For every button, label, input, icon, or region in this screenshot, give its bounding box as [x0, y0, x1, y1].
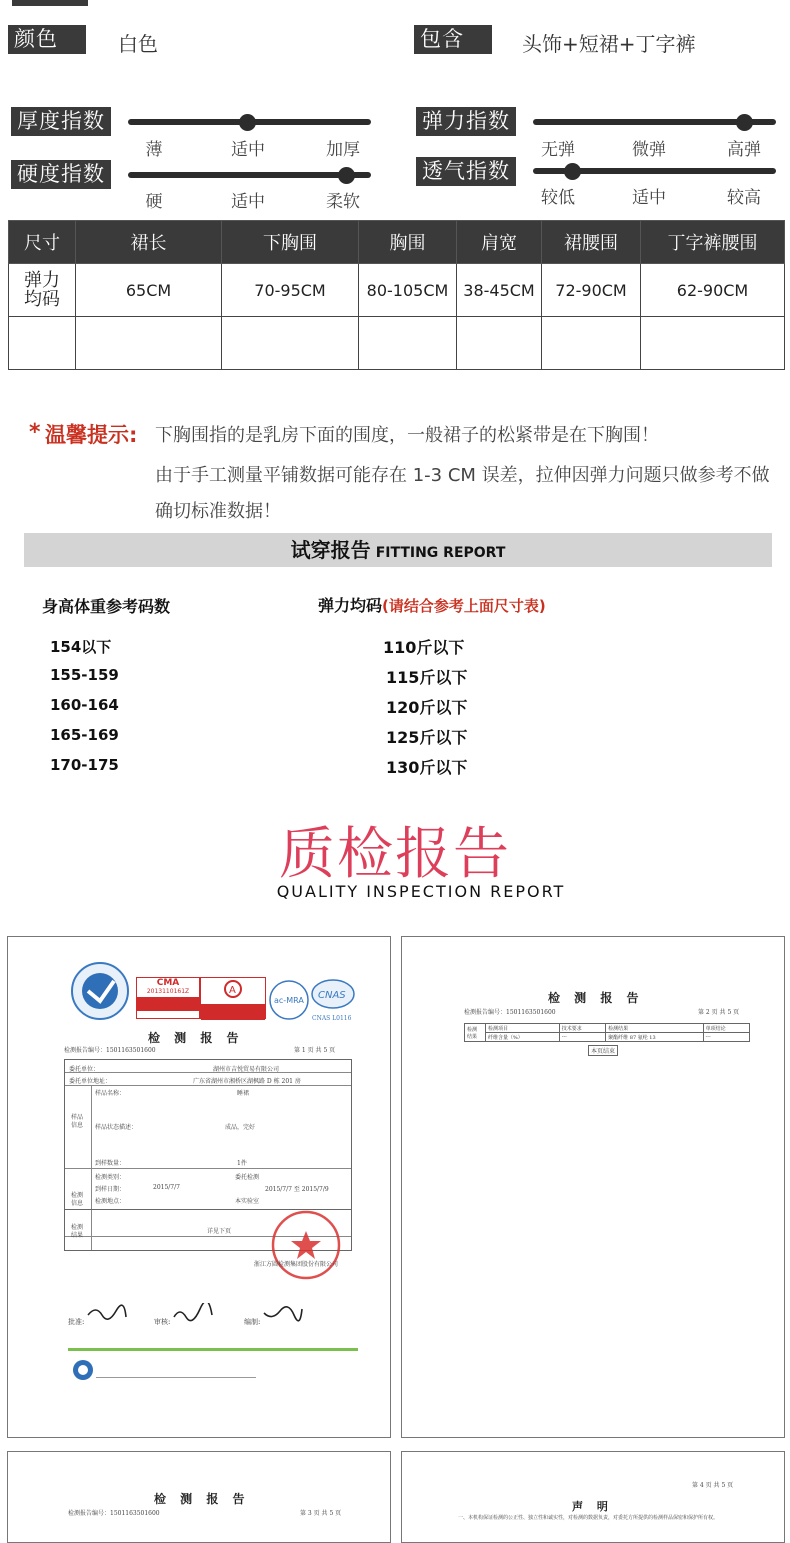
table-row: [9, 317, 785, 370]
cell-requirement: ---: [559, 1033, 605, 1042]
issuing-company: 浙江方圆检测集团股份有限公司: [254, 1261, 339, 1268]
breathability-tick-2: 适中: [632, 188, 666, 208]
fitting-weight-2: 115斤以下: [386, 668, 468, 687]
conclusion-text: 详见下页: [207, 1228, 232, 1235]
cnas-number: CNAS L0116: [312, 1015, 352, 1022]
thickness-tick-3: 加厚: [326, 140, 360, 160]
page-number: 第 3 页 共 5 页: [300, 1510, 342, 1517]
hardness-tick-3: 柔软: [326, 192, 360, 212]
empty-cell: [9, 317, 76, 370]
cnas-logo-icon: [310, 977, 356, 1011]
empty-cell: [457, 317, 542, 370]
elasticity-knob: [736, 114, 753, 131]
cma-badge: [136, 977, 200, 1019]
cell-thong-waist: 62-90CM: [641, 264, 785, 317]
header-thong-waist: 丁字裤腰围: [641, 221, 785, 264]
report-form: 委托单位： 湖州市吉悦贸易有限公司 委托单位地址： 广东省湖州市湘桥区湖枫路 D 栋 201 房 样品 信息 样品名称： 睡裙 样品状态描述： 成品，完好 到样数量： 1件 检测 信息 检测类别： 委托检测 到样日期： 2015/7/7 2015/7/7 至 2015/7/9 检测地点： 本实验室: [64, 1059, 352, 1251]
fitting-col2-header: [318, 593, 546, 616]
qc-title-cn: 质检报告: [279, 822, 511, 887]
report-title: 检 测 报 告: [148, 1031, 244, 1045]
fangyuan-logo-icon: [70, 961, 130, 1021]
page-number: 第 4 页 共 5 页: [692, 1482, 734, 1489]
header-size: 尺寸: [9, 221, 76, 264]
statement-title: 声 明: [572, 1500, 613, 1513]
fitting-weight-5: 130斤以下: [386, 758, 468, 777]
size-table: [8, 220, 785, 370]
fitting-title-en: FITTING REPORT: [375, 545, 506, 561]
footer-logo-icon: [72, 1359, 94, 1381]
thickness-tick-2: 适中: [231, 140, 265, 160]
empty-cell: [542, 317, 641, 370]
client-name: 湖州市吉悦贸易有限公司: [213, 1066, 280, 1073]
cell-skirt-length: 65CM: [76, 264, 222, 317]
header-skirt-length: 裙长: [76, 221, 222, 264]
fitting-weight-1: 110斤以下: [383, 638, 465, 657]
breathability-label: 透气指数: [416, 157, 516, 186]
tips-star: *: [29, 420, 41, 445]
hardness-label: 硬度指数: [11, 160, 111, 189]
fitting-weight-3: 120斤以下: [386, 698, 468, 717]
fitting-height-2: 155-159: [50, 666, 119, 684]
test-date-range: 2015/7/7 至 2015/7/9: [265, 1186, 329, 1193]
thickness-knob: [239, 114, 256, 131]
tips-line3: 确切标准数据！: [155, 501, 281, 522]
page-number: 第 1 页 共 5 页: [294, 1047, 336, 1054]
fitting-height-1: 154以下: [50, 638, 112, 656]
arrival-date: 2015/7/7: [153, 1184, 180, 1191]
qc-title-en: QUALITY INSPECTION REPORT: [276, 882, 566, 901]
cell-underbust: 70-95CM: [222, 264, 359, 317]
approver-signature-icon: [86, 1303, 128, 1323]
fitting-height-5: 170-175: [50, 756, 119, 774]
tips-label: 温馨提示:: [45, 423, 138, 447]
hardness-knob: [338, 167, 355, 184]
test-type: 委托检测: [235, 1174, 260, 1181]
top-cut-tag: [12, 0, 88, 6]
report-number: 检测报告编号：1501163501600: [64, 1047, 156, 1054]
compiler-signature-icon: [262, 1303, 304, 1323]
sample-state: 成品，完好: [225, 1124, 256, 1131]
includes-label: 包含: [414, 25, 492, 54]
fitting-col1-header: 身高体重参考码数: [42, 597, 171, 616]
breathability-knob: [564, 163, 581, 180]
cell-conclusion: ---: [703, 1033, 749, 1042]
col-test-item: 检测项目: [486, 1024, 560, 1033]
empty-cell: [359, 317, 457, 370]
footer-divider: [68, 1348, 358, 1351]
fitting-col2-note: (请结合参考上面尺寸表): [382, 597, 546, 615]
review-label: 审核:: [154, 1318, 171, 1326]
col-conclusion: 单项结论: [703, 1024, 749, 1033]
ilac-mra-icon: [268, 979, 310, 1021]
header-shoulder: 肩宽: [457, 221, 542, 264]
test-location: 本实验室: [235, 1198, 260, 1205]
includes-value: 头饰+短裙+丁字裤: [522, 32, 696, 56]
header-skirt-waist: 裙腰围: [542, 221, 641, 264]
table-row: [9, 264, 785, 317]
breathability-tick-3: 较高: [727, 188, 761, 208]
report-title: 检 测 报 告: [154, 1492, 250, 1506]
empty-cell: [641, 317, 785, 370]
fitting-report-bar: [24, 533, 772, 567]
report-number: 检测报告编号：1501163501600: [68, 1510, 160, 1517]
thickness-tick-1: 薄: [145, 140, 163, 160]
color-value: 白色: [118, 32, 158, 56]
thickness-label: 厚度指数: [11, 107, 111, 136]
fitting-height-4: 165-169: [50, 726, 119, 744]
col-result: 检测结果: [606, 1024, 703, 1033]
report-number: 检测报告编号：1501163501600: [464, 1009, 556, 1016]
hardness-tick-2: 适中: [231, 192, 265, 212]
sample-name: 睡裙: [237, 1090, 250, 1097]
header-bust: 胸围: [359, 221, 457, 264]
cell-result: 聚酯纤维 87 氨纶 13: [606, 1033, 703, 1042]
sample-quantity: 1件: [237, 1160, 247, 1167]
inspection-report-page-2: [401, 936, 785, 1438]
tips-line1: 下胸围指的是乳房下面的围度，一般裙子的松紧带是在下胸围！: [155, 425, 659, 446]
conclusion-box: 检测 结果 详见下页: [64, 1209, 352, 1251]
approve-label: 批准:: [68, 1318, 85, 1326]
official-seal-icon: [270, 1209, 342, 1281]
page-number: 第 2 页 共 5 页: [698, 1009, 740, 1016]
elasticity-tick-3: 高弹: [727, 140, 761, 160]
tips-line2: 由于手工测量平铺数据可能存在 1-3 CM 误差，拉伸因弹力问题只做参考不做: [155, 465, 770, 486]
fitting-weight-4: 125斤以下: [386, 728, 468, 747]
reviewer-signature-icon: [172, 1303, 214, 1323]
header-underbust: 下胸围: [222, 221, 359, 264]
svg-text:A: A: [229, 985, 236, 996]
cell-test-item: 纤维含量（%）: [486, 1033, 560, 1042]
report-title: 检 测 报 告: [548, 991, 644, 1005]
fitting-col2-label: 弹力均码: [318, 596, 383, 615]
cell-shoulder: 38-45CM: [457, 264, 542, 317]
svg-text:ac-MRA: ac-MRA: [274, 996, 304, 1005]
color-label: 颜色: [8, 25, 86, 54]
fitting-title-cn: 试穿报告: [290, 538, 371, 562]
breathability-tick-1: 较低: [541, 188, 575, 208]
cell-skirt-waist: 72-90CM: [542, 264, 641, 317]
ca-badge: [200, 977, 266, 1019]
inspection-report-page-1: [7, 936, 391, 1438]
col-requirement: 技术要求: [559, 1024, 605, 1033]
cell-size: 弹力 均码: [9, 264, 76, 317]
client-address: 广东省湖州市湘桥区湖枫路 D 栋 201 房: [193, 1078, 301, 1085]
hardness-track: [128, 172, 371, 178]
result-table: 检测 结果 检测项目 技术要求 检测结果 单项结论 纤维含量（%） --- 聚酯纤维 87 氨纶 13 ---: [464, 1023, 750, 1042]
cma-text: CMA: [156, 978, 180, 988]
page-end-mark: 本页结束: [588, 1045, 618, 1056]
svg-text:CNAS: CNAS: [318, 990, 346, 1001]
elasticity-tick-2: 微弹: [632, 140, 666, 160]
cert-number: 2013110161Z: [146, 988, 190, 995]
hardness-tick-1: 硬: [145, 192, 163, 212]
statement-line: 一、本机构保证检测的公正性、独立性和诚实性，对检测的数据负责，对委托方所提供的检测样品保密和保护所有权。: [458, 1515, 719, 1521]
cell-bust: 80-105CM: [359, 264, 457, 317]
elasticity-label: 弹力指数: [416, 107, 516, 136]
empty-cell: [222, 317, 359, 370]
size-table-header: [9, 221, 785, 264]
elasticity-tick-1: 无弹: [541, 140, 575, 160]
fitting-height-3: 160-164: [50, 696, 119, 714]
inspection-report-page-3: [7, 1451, 391, 1543]
empty-cell: [76, 317, 222, 370]
inspection-report-page-4: [401, 1451, 785, 1543]
compile-label: 编制:: [244, 1318, 261, 1326]
